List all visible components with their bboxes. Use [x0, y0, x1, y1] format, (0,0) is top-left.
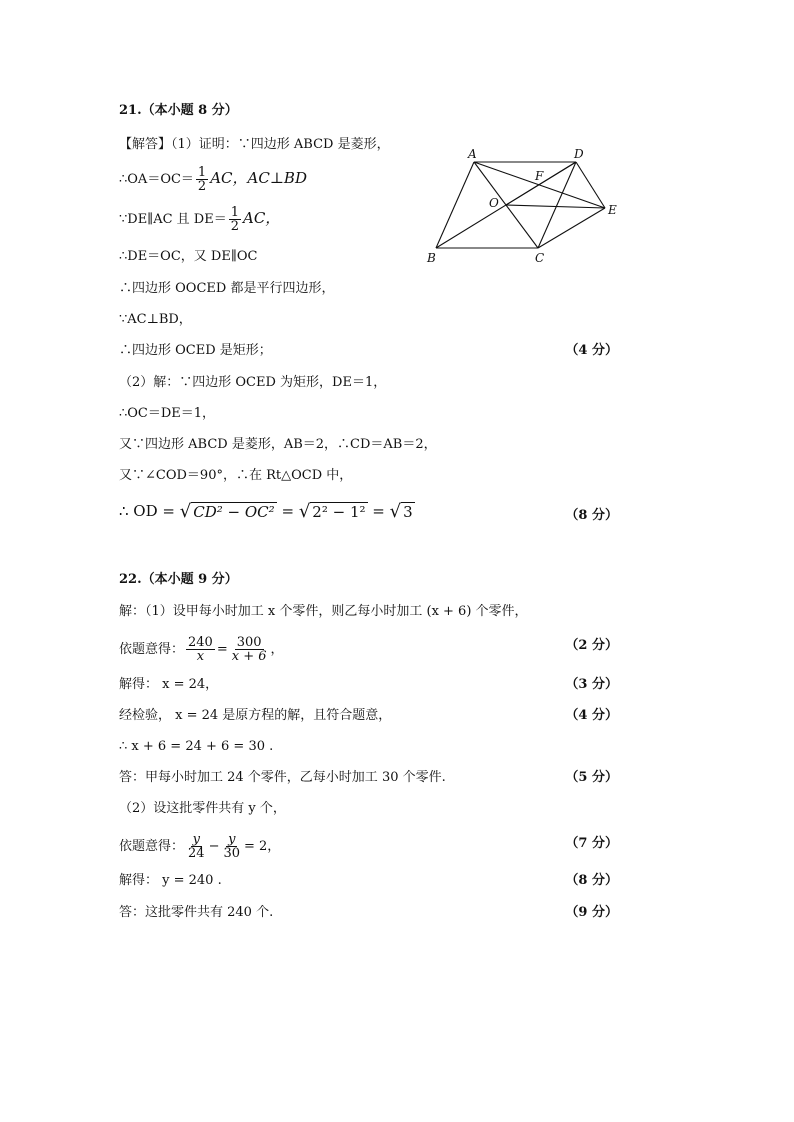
sqrt-expression-2: √ 2² − 1² [298, 501, 366, 522]
fraction-y-over-30: $\frac{y}{30}$ [223, 832, 241, 861]
score-3: （3 分） [565, 677, 618, 692]
fraction-half: $\frac{1}{2}$ [197, 165, 207, 194]
fraction-half: $\frac{1}{2}$ [230, 205, 239, 234]
sqrt-expression-1: √ CD² − OC² [179, 501, 275, 522]
q21-title: 21.（本小题 8 分） [119, 103, 238, 118]
q21-line-3 [119, 206, 280, 233]
q22-line-9: 解得： y = 240 . [119, 873, 222, 888]
label-C: C [535, 251, 545, 265]
fraction-240-over-x: $\frac{240}{x}$ [188, 635, 213, 664]
q21-line-9: ∴OC＝DE＝1， [119, 406, 216, 421]
score-4b: （4 分） [565, 708, 618, 723]
score-8b: （8 分） [565, 873, 618, 888]
label-E: E [608, 203, 617, 217]
q22-line-5: ∴ x + 6 = 24 + 6 = 30 . [119, 739, 274, 754]
q22-line-2: 依题意得： $\frac{240}{x}$ = $\frac{300}{x + 6}$ ， [119, 635, 284, 664]
score-7: （7 分） [565, 836, 618, 851]
q21-line-2 [119, 166, 307, 193]
score-2: （2 分） [565, 638, 618, 653]
q22-line-1: 解：（1）设甲每小时加工 x 个零件，则乙每小时加工 (x + 6) 个零件， [119, 604, 528, 619]
score-9: （9 分） [565, 905, 618, 920]
score-4: （4 分） [565, 343, 618, 358]
q21-line-8: （2）解：∵四边形 OCED 为矩形，DE＝1， [119, 375, 387, 390]
q22-line-6: 答：甲每小时加工 24 个零件，乙每小时加工 30 个零件. [119, 770, 446, 785]
q21-line-11: 又∵∠COD＝90°，∴在 Rt△OCD 中， [119, 468, 353, 483]
fraction-300-over-x-plus-6: $\frac{300}{x + 6}$ [231, 635, 267, 664]
q21-line-1: 【解答】（1）证明：∵四边形 ABCD 是菱形， [119, 137, 390, 152]
q21-line-2-b: AC，AC⊥BD [210, 169, 307, 187]
q21-line-3-b: AC， [242, 209, 281, 227]
sqrt-expression-3: √ 3 [389, 501, 413, 522]
label-O: O [489, 196, 499, 210]
segment-CD [538, 162, 576, 248]
q21-line-10: 又∵四边形 ABCD 是菱形，AB＝2，∴CD＝AB＝2， [119, 437, 437, 452]
q21-line-12-a: ∴ OD = [119, 502, 175, 520]
q21-line-5: ∴四边形 OOCED 都是平行四边形， [119, 281, 335, 296]
label-F: F [535, 169, 544, 183]
q21-line-7: ∴四边形 OCED 是矩形； [119, 343, 272, 358]
rhombus-figure [422, 142, 622, 267]
label-D: D [574, 147, 584, 161]
q22-line-3: 解得： x = 24， [119, 677, 219, 692]
q22-line-4: 经检验， x = 24 是原方程的解，且符合题意， [119, 708, 392, 723]
score-5: （5 分） [565, 770, 618, 785]
fraction-y-over-24: $\frac{y}{24}$ [188, 832, 205, 861]
q21-line-4: ∴DE＝OC，又 DE∥OC [119, 249, 258, 264]
q22-title: 22.（本小题 9 分） [119, 572, 238, 587]
segment-DE [576, 162, 605, 208]
q21-line-12: ∴ OD = √ CD² − OC² = √ 2² − 1² = √ 3 [119, 501, 413, 522]
q21-line-6: ∵AC⊥BD， [119, 312, 192, 327]
q22-line-7: （2）设这批零件共有 y 个， [119, 801, 286, 816]
q21-line-3-a: ∵DE∥AC 且 DE＝ [119, 212, 227, 227]
score-8: （8 分） [565, 508, 618, 523]
label-B: B [427, 251, 436, 265]
q21-line-2-a: ∴OA＝OC＝ [119, 172, 194, 187]
q22-line-8: 依题意得： $\frac{y}{24}$ − $\frac{y}{30}$ = 2， [119, 832, 281, 861]
segment-AB [436, 162, 474, 248]
segment-CE [538, 208, 605, 248]
q22-line-10: 答：这批零件共有 240 个. [119, 905, 274, 920]
label-A: A [468, 147, 477, 161]
